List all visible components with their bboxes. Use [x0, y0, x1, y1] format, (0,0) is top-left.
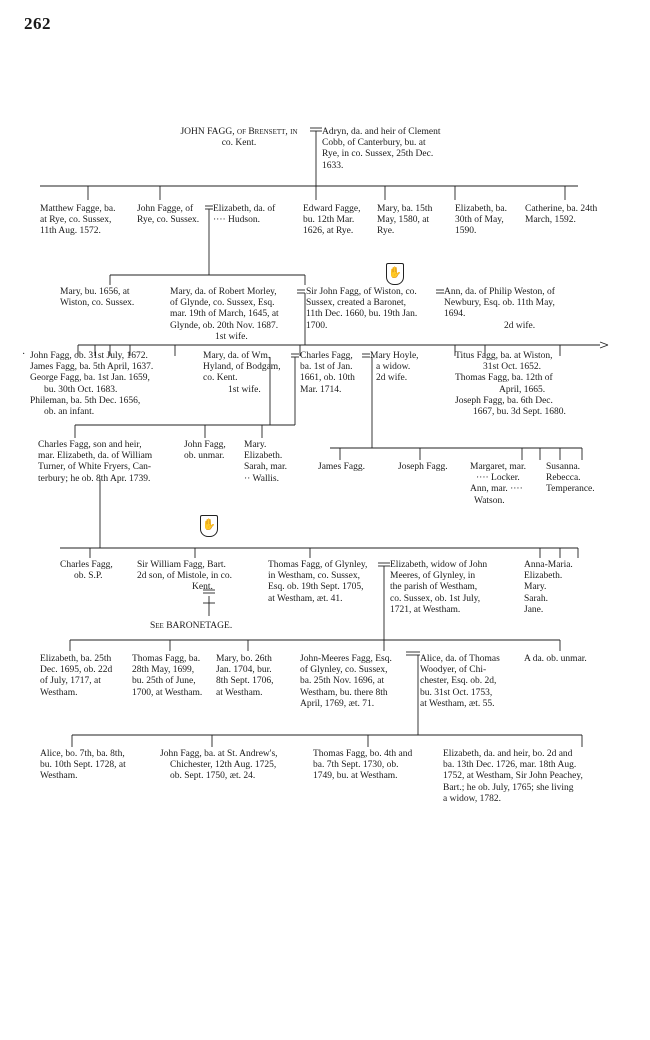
- a-da-unmar: A da. ob. unmar.: [524, 654, 587, 664]
- catherine-1592: Catherine, ba. 24th March, 1592.: [525, 204, 598, 226]
- anna-maria-sisters: Anna-Maria. Elizabeth. Mary. Sarah. Jane.: [524, 560, 573, 615]
- james-fagg: James Fagg.: [318, 462, 365, 472]
- joseph-fagg: Joseph Fagg.: [398, 462, 448, 472]
- thomas-fagg-1730: Thomas Fagg, bo. 4th and ba. 7th Sept. 1730, ob. 1749, bu. at Westham.: [313, 749, 413, 782]
- elizabeth-hudson: Elizabeth, da. of ···· Hudson.: [213, 204, 276, 226]
- badge-hand-icon: ✋: [200, 515, 218, 537]
- john-meeres-fagg: John-Meeres Fagg, Esq. of Glynley, co. Sussex, ba. 25th Nov. 1696, at Westham, bu. there 8th April, 1769, æt. 71.: [300, 654, 392, 709]
- matthew-fagge: Matthew Fagge, ba. at Rye, co. Sussex, 11th Aug. 1572.: [40, 204, 116, 237]
- john-james-george-phileman: John Fagg, ob. 31st July, 1672. James Fagg, ba. 5th April, 1637. George Fagg, ba. 1st Jan. 1659, bu. 30th Oct. 1683. Phileman, ba. 5th Dec. 1656, ob. an infant.: [30, 351, 154, 418]
- edward-fagge: Edward Fagge, bu. 12th Mar. 1626, at Rye.: [303, 204, 361, 237]
- john-fagg-1725: John Fagg, ba. at St. Andrew's, Chichester, 12th Aug. 1725, ob. Sept. 1750, æt. 24.: [160, 749, 278, 782]
- elizabeth-1695: Elizabeth, ba. 25th Dec. 1695, ob. 22d of July, 1717, at Westham.: [40, 654, 113, 698]
- thomas-fagg-1699: Thomas Fagg, ba. 28th May, 1699, bu. 25th of June, 1700, at Westham.: [132, 654, 203, 698]
- john-fagge-rye: John Fagge, of Rye, co. Sussex.: [137, 204, 200, 226]
- charles-fagg: Charles Fagg, ba. 1st of Jan. 1661, ob. 10th Mar. 1714.: [300, 351, 355, 395]
- mary-hoyle: Mary Hoyle, a widow. 2d wife.: [370, 351, 419, 384]
- mary-bu-1656: Mary, bu. 1656, at Wiston, co. Sussex.: [60, 287, 135, 309]
- see-baronetage: See BARONETAGE.: [150, 621, 233, 631]
- mary-1580: Mary, ba. 15th May, 1580, at Rye.: [377, 204, 433, 237]
- page-number: 262: [24, 14, 51, 33]
- alice-1728: Alice, bo. 7th, ba. 8th, bu. 10th Sept. 1728, at Westham.: [40, 749, 126, 782]
- john-fagg-unmar: John Fagg, ob. unmar.: [184, 440, 226, 462]
- adryn-cobb: Adryn, da. and heir of Clement Cobb, of Canterbury, bu. at Rye, in co. Sussex, 25th Dec. 1633.: [322, 127, 441, 171]
- mary-1704: Mary, bo. 26th Jan. 1704, bur. 8th Sept. 1706, at Westham.: [216, 654, 274, 698]
- elizabeth-peachey: Elizabeth, da. and heir, bo. 2d and ba. 13th Dec. 1726, mar. 18th Aug. 1752, at Westham, Sir John Peachey, Bart.; he ob. July, 1765; she living a widow, 1782.: [443, 749, 583, 804]
- mary-hyland: Mary, da. of Wm. Hyland, of Bodgam, co. Kent. 1st wife.: [203, 351, 281, 395]
- sir-william-fagg: Sir William Fagg, Bart. 2d son, of Mistole, in co. Kent.: [137, 560, 232, 593]
- alice-woodyer: Alice, da. of Thomas Woodyer, of Chi- chester, Esq. ob. 2d, bu. 31st Oct. 1753, at Westham, æt. 55.: [420, 654, 500, 709]
- mary-morley: Mary, da. of Robert Morley, of Glynde, co. Sussex, Esq. mar. 19th of March, 1645, at Glynde, ob. 20th Nov. 1687. 1st wife.: [170, 287, 279, 342]
- john-fagg-progenitor: JOHN FAGG, of Brensett, in co. Kent.: [180, 127, 298, 149]
- thomas-fagg-glynley: Thomas Fagg, of Glynley, in Westham, co. Sussex, Esq. ob. 19th Sept. 1705, at Westham, æt. 41.: [268, 560, 368, 604]
- charles-son-and-heir: Charles Fagg, son and heir, mar. Elizabeth, da. of William Turner, of White Fryers, Can- terbury; he ob. 8th Apr. 1739.: [38, 440, 153, 484]
- mary-elizabeth-sarah: Mary. Elizabeth. Sarah, mar. ·· Wallis.: [244, 440, 288, 484]
- charles-fagg-sp: Charles Fagg, ob. S.P.: [60, 560, 113, 582]
- titus-thomas-joseph: Titus Fagg, ba. at Wiston, 31st Oct. 1652. Thomas Fagg, ba. 12th of April, 1665. Joseph Fagg, ba. 6th Dec. 1667, bu. 3d Sept. 1680.: [455, 351, 566, 418]
- bullet-mark: ·: [22, 349, 26, 360]
- ann-weston: Ann, da. of Philip Weston, of Newbury, Esq. ob. 11th May, 1694. 2d wife.: [444, 287, 555, 331]
- elizabeth-1590: Elizabeth, ba. 30th of May, 1590.: [455, 204, 507, 237]
- elizabeth-widow-meeres: Elizabeth, widow of John Meeres, of Glynley, in the parish of Westham, co. Sussex, ob. 1st July, 1721, at Westham.: [390, 560, 488, 615]
- margaret-ann: Margaret, mar. ···· Locker. Ann, mar. ···· Watson.: [470, 462, 527, 506]
- susanna-rebecca-temperance: Susanna. Rebecca. Temperance.: [546, 462, 595, 495]
- badge-hand-icon: ✋: [386, 263, 404, 285]
- sir-john-fagg: Sir John Fagg, of Wiston, co. Sussex, created a Baronet, 11th Dec. 1660, bu. 19th Jan. 1700.: [306, 287, 418, 331]
